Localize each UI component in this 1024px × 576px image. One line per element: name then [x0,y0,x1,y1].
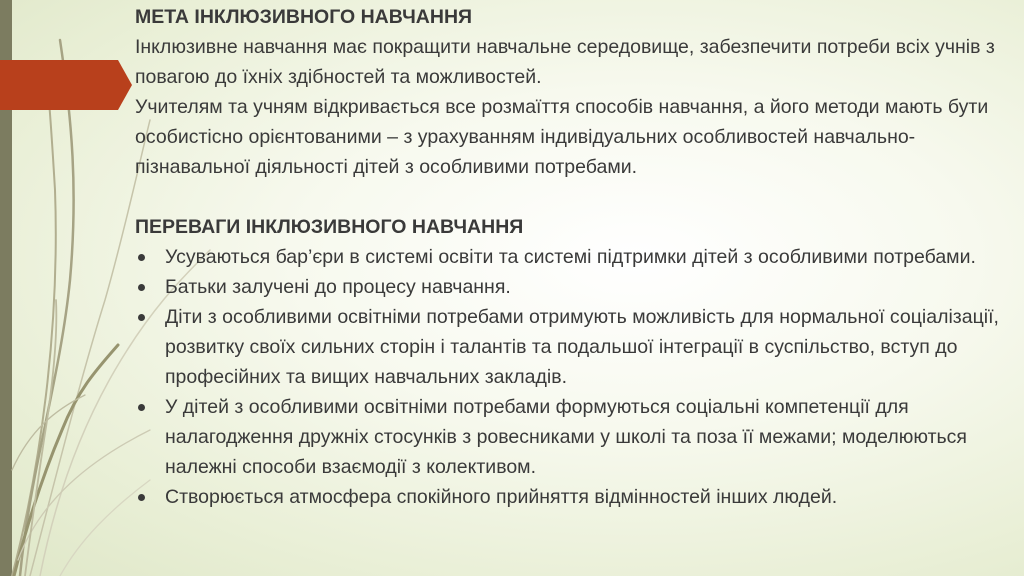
list-item [135,302,1010,392]
bullet-dot-icon [138,314,145,321]
list-item-text: Усуваються бар’єри в системі освіти та системі підтримки дітей з особливими потребами. [165,246,976,268]
list-item-text: Батьки залучені до процесу навчання. [165,276,511,298]
goal-paragraph-2: Учителям та учням відкривається все розмаїття способів навчання, а його методи мають бути особистісно орієнтованими – з урахуванням індивідуальних особливостей навчально-пізнавальної діяльності дітей з особливими потребами. [135,96,989,178]
list-item-text: Створюється атмосфера спокійного прийняття відмінностей інших людей. [165,486,838,508]
list-item-text: Діти з особливими освітніми потребами отримують можливість для нормальної соціалізації, розвитку своїх сильних сторін і талантів та подальшої інтеграції в суспільство, вступ до професійних та вищих навчальних закладів. [165,306,999,388]
bullet-dot-icon [138,404,145,411]
benefits-list [135,242,1010,512]
list-item [135,242,1010,272]
bullet-dot-icon [138,254,145,261]
benefits-heading: ПЕРЕВАГИ ІНКЛЮЗИВНОГО НАВЧАННЯ [135,216,524,238]
list-item [135,272,1010,302]
list-item-text: У дітей з особливими освітніми потребами формуються соціальні компетенції для налагодження дружніх стосунків з ровесниками у школі та поза її межами; моделюються належні способи взаємодії з колективом. [165,396,967,478]
goal-heading: МЕТА ІНКЛЮЗИВНОГО НАВЧАННЯ [135,6,473,28]
section-gap [135,182,1010,212]
list-item [135,482,1010,512]
bullet-dot-icon [138,284,145,291]
slide-content [135,2,1010,512]
goal-paragraph-1: Інклюзивне навчання має покращити навчальне середовище, забезпечити потреби всіх учнів з повагою до їхніх здібностей та можливостей. [135,36,995,88]
bullet-dot-icon [138,494,145,501]
list-item [135,392,1010,482]
accent-arrow [0,60,132,110]
